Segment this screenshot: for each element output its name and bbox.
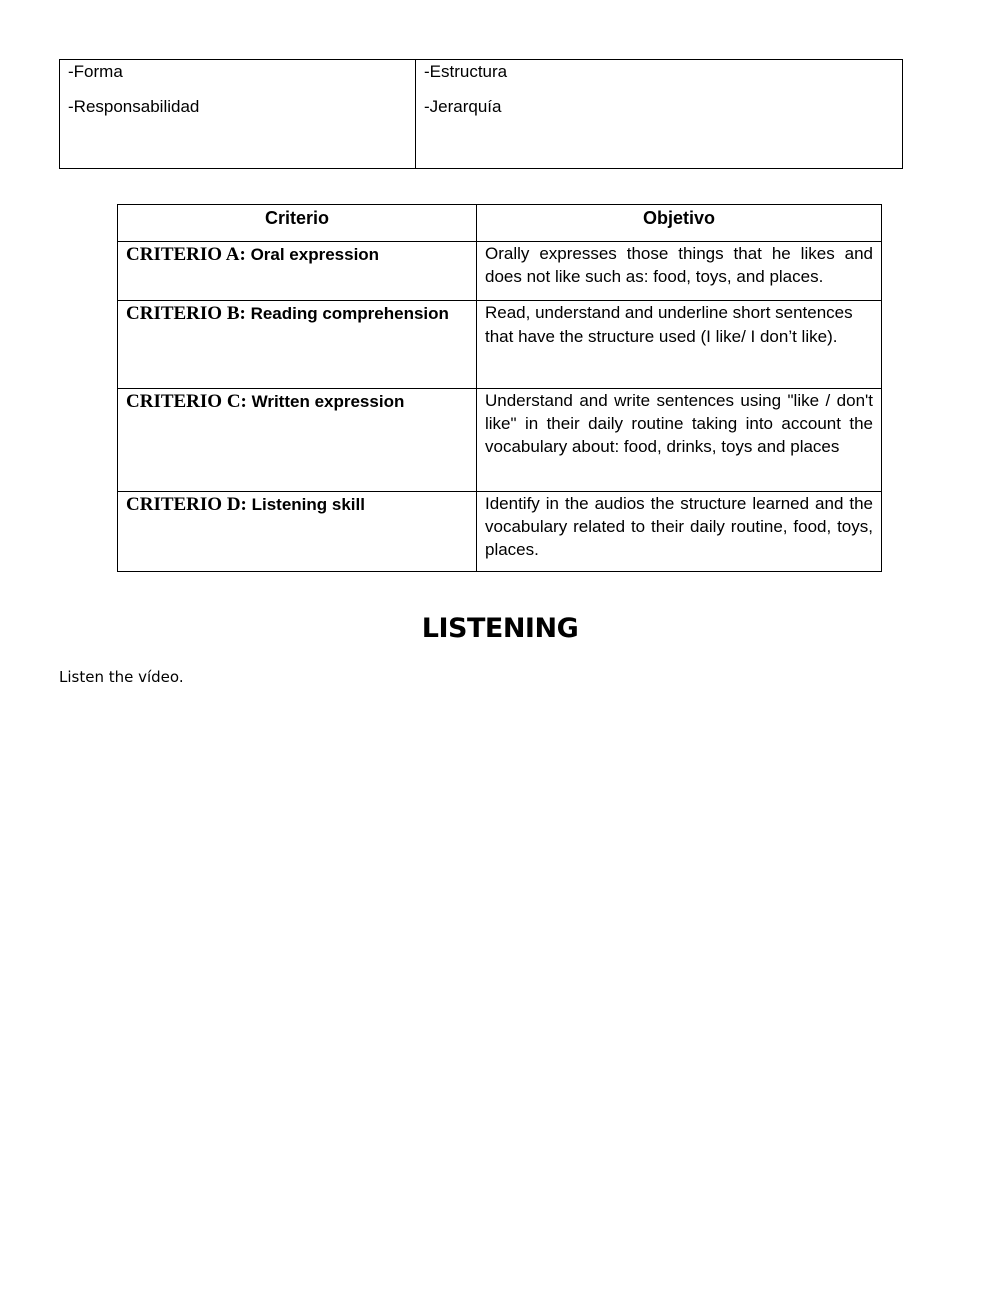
criterion-code: CRITERIO A: xyxy=(126,244,246,265)
criterion-cell xyxy=(118,301,477,389)
criterion-name: Oral expression xyxy=(250,245,380,264)
criteria-row-b xyxy=(118,301,882,389)
objective-cell: Orally expresses those things that he likes and does not like such as: food, toys, and places. xyxy=(477,242,882,301)
instruction-text: Listen the vídeo. xyxy=(59,668,184,686)
section-title: LISTENING xyxy=(421,613,579,644)
criterion-code: CRITERIO D: xyxy=(126,494,247,515)
criteria-row-d xyxy=(118,492,882,572)
criteria-row-a xyxy=(118,242,882,301)
objective-cell: Understand and write sentences using "like / don't like" in their daily routine taking into account the vocabulary about: food, drinks, toys and places xyxy=(477,389,882,492)
objective-cell: Identify in the audios the structure learned and the vocabulary related to their daily routine, food, toys, places. xyxy=(477,492,882,572)
criteria-table xyxy=(117,204,882,572)
concept-item: -Estructura xyxy=(424,62,508,81)
criterion-cell xyxy=(118,242,477,301)
criterion-name: Listening skill xyxy=(251,495,365,514)
criterion-cell xyxy=(118,492,477,572)
concept-item: -Responsabilidad xyxy=(68,97,200,116)
criterion-code: CRITERIO B: xyxy=(126,303,246,324)
concepts-table xyxy=(59,59,903,169)
concepts-left-cell xyxy=(60,60,416,169)
concepts-row xyxy=(60,60,903,169)
criteria-row-c xyxy=(118,389,882,492)
concept-item: -Forma xyxy=(68,62,123,81)
criterion-code: CRITERIO C: xyxy=(126,391,247,412)
objective-cell: Read, understand and underline short sentences that have the structure used (I like/ I don’t like). xyxy=(477,301,882,389)
header-criterio: Criterio xyxy=(118,205,477,242)
criterion-cell xyxy=(118,389,477,492)
criteria-header-row xyxy=(118,205,882,242)
header-objetivo: Objetivo xyxy=(477,205,882,242)
concepts-right-cell xyxy=(416,60,903,169)
concept-item: -Jerarquía xyxy=(424,97,502,116)
criterion-name: Reading comprehension xyxy=(250,304,449,323)
criterion-name: Written expression xyxy=(251,392,405,411)
